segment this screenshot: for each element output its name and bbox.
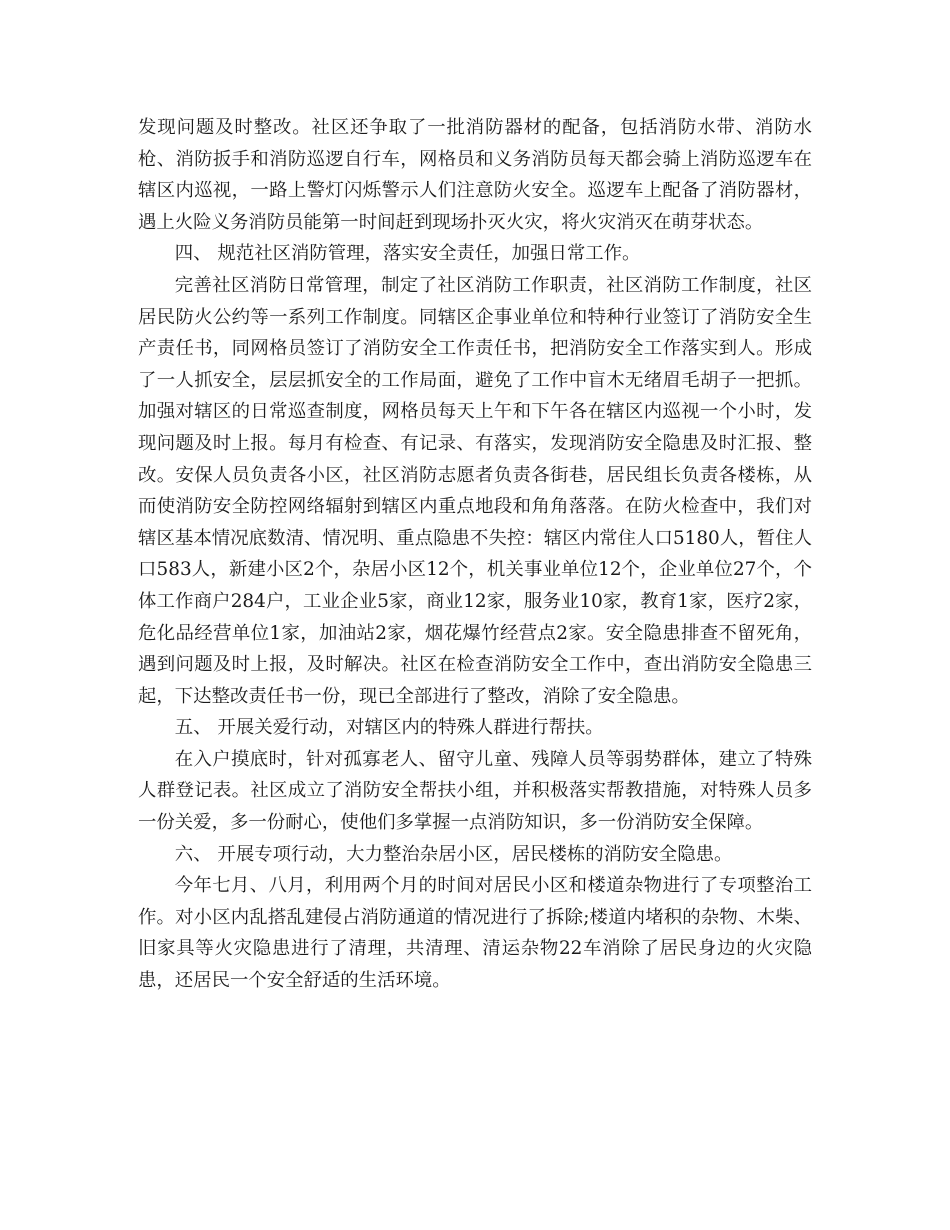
paragraph-section-6: 今年七月、八月，利用两个月的时间对居民小区和楼道杂物进行了专项整治工作。对小区内乱搭乱建侵占消防通道的情况进行了拆除;楼道内堵积的杂物、木柴、旧家具等火灾隐患进行了清理，共清理、清运杂物22车消除了居民身边的火灾隐患，还居民一个安全舒适的生活环境。 — [138, 875, 812, 992]
paragraph-section-4: 完善社区消防日常管理，制定了社区消防工作职责，社区消防工作制度，社区居民防火公约等一系列工作制度。同辖区企事业单位和特种行业签订了消防安全生产责任书，同网格员签订了消防安全工作责任书，把消防安全工作落实到人。形成了一人抓安全，层层抓安全的工作局面，避免了工作中盲木无绪眉毛胡子一把抓。加强对辖区的日常巡查制度，网格员每天上午和下午各在辖区内巡视一个小时，发现问题及时上报。每月有检查、有记录、有落实，发现消防安全隐患及时汇报、整改。安保人员负责各小区，社区消防志愿者负责各街巷，居民组长负责各楼栋，从而使消防安全防控网络辐射到辖区内重点地段和角角落落。在防火检查中，我们对辖区基本情况底数清、情况明、重点隐患不失控：辖区内常住人口5180人，暂住人口583人，新建小区2个，杂居小区12个，机关事业单位12个，企业单位27个，个体工作商户284户，工业企业5家，商业12家，服务业10家，教育1家，医疗2家，危化品经营单位1家，加油站2家，烟花爆竹经营点2家。安全隐患排查不留死角，遇到问题及时上报，及时解决。社区在检查消防安全工作中，查出消防安全隐患三起，下达整改责任书一份，现已全部进行了整改，消除了安全隐患。 — [138, 274, 812, 707]
document-body — [138, 112, 812, 997]
paragraph-section-5: 在入户摸底时，针对孤寡老人、留守儿童、残障人员等弱势群体，建立了特殊人群登记表。社区成立了消防安全帮扶小组，并积极落实帮教措施，对特殊人员多一份关爱，多一份耐心，使他们多掌握一点消防知识，多一份消防安全保障。 — [138, 748, 812, 834]
section-heading-5: 五、 开展关爱行动，对辖区内的特殊人群进行帮扶。 — [174, 717, 604, 739]
section-heading-6: 六、 开展专项行动，大力整治杂居小区，居民楼栋的消防安全隐患。 — [174, 843, 733, 865]
section-heading-4: 四、 规范社区消防管理，落实安全责任，加强日常工作。 — [174, 243, 641, 265]
paragraph-continuation: 发现问题及时整改。社区还争取了一批消防器材的配备，包括消防水带、消防水枪、消防扳手和消防巡逻自行车，网格员和义务消防员每天都会骑上消防巡逻车在辖区内巡视，一路上警灯闪烁警示人们注意防火安全。巡逻车上配备了消防器材，遇上火险义务消防员能第一时间赶到现场扑灭火灾，将火灾消灭在萌芽状态。 — [138, 117, 812, 233]
